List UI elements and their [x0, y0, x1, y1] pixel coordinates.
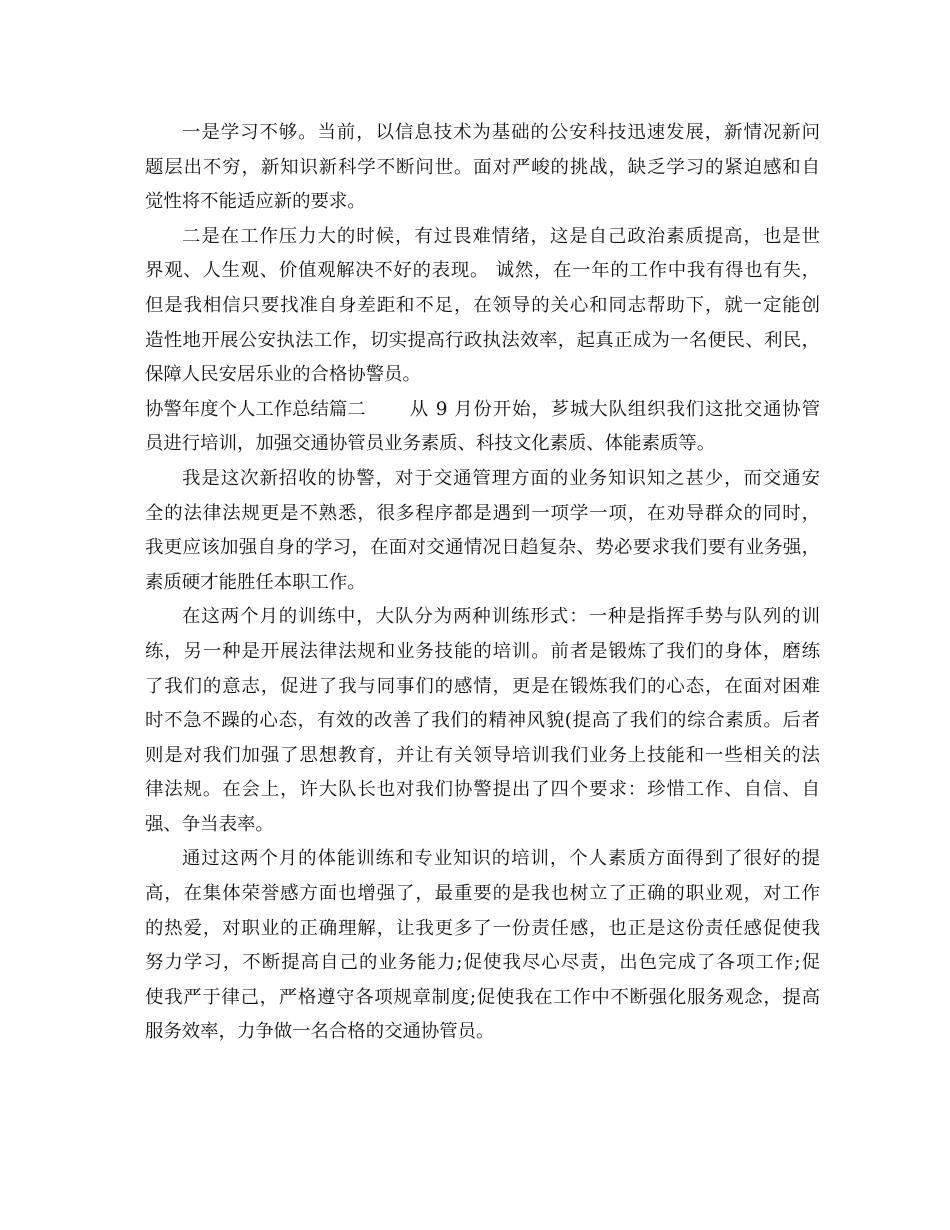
text-line: 练，另一种是开展法律法规和业务技能的培训。前者是锻炼了我们的身体，磨练: [145, 640, 820, 662]
paragraph-2: [145, 220, 820, 393]
paragraph-3: [145, 393, 820, 462]
text-line: 觉性将不能适应新的要求。: [145, 191, 366, 213]
text-line: 素质硬才能胜任本职工作。: [145, 571, 366, 593]
text-line: 题层出不穷，新知识新科学不断问世。面对严峻的挑战，缺乏学习的紧迫感和自: [145, 156, 820, 178]
text-line: 则是对我们加强了思想教育，并让有关领导培训我们业务上技能和一些相关的法: [145, 744, 820, 766]
text-line: 全的法律法规更是不熟悉，很多程序都是遇到一项学一项，在劝导群众的同时，: [145, 502, 820, 524]
paragraph-4: [145, 462, 820, 600]
section-heading: 协警年度个人工作总结篇二: [145, 398, 366, 420]
text-line: 了我们的意志，促进了我与同事们的感情，更是在锻炼我们的心态，在面对困难: [145, 675, 820, 697]
text-line: 我是这次新招收的协警，对于交通管理方面的业务知识知之甚少，而交通安: [182, 467, 820, 489]
text-line: 一是学习不够。当前，以信息技术为基础的公安科技迅速发展，新情况新问: [182, 122, 820, 143]
paragraph-5: [145, 600, 820, 842]
text-line: 努力学习，不断提高自己的业务能力;促使我尽心尽责，出色完成了各项工作;促: [145, 952, 820, 974]
paragraph-6: [145, 842, 820, 1050]
text-line: 高，在集体荣誉感方面也增强了，最重要的是我也树立了正确的职业观，对工作: [145, 883, 820, 905]
text-line: 二是在工作压力大的时候，有过畏难情绪，这是自己政治素质提高，也是世: [182, 225, 820, 247]
text-line: 但是我相信只要找准自身差距和不足，在领导的关心和同志帮助下，就一定能创: [145, 294, 820, 316]
text-line: 使我严于律己，严格遵守各项规章制度;促使我在工作中不断强化服务观念，提高: [145, 986, 820, 1008]
text-line: 时不急不躁的心态，有效的改善了我们的精神风貌(提高了我们的综合素质。后者: [145, 710, 820, 732]
text-line: 律法规。在会上，许大队长也对我们协警提出了四个要求：珍惜工作、自信、自: [145, 779, 820, 801]
heading-line: [145, 393, 820, 428]
text-line: 造性地开展公安执法工作，切实提高行政执法效率，起真正成为一名便民、利民，: [145, 329, 820, 351]
text-line: 强、争当表率。: [145, 813, 274, 835]
text-line: 在这两个月的训练中，大队分为两种训练形式：一种是指挥手势与队列的训: [182, 606, 820, 628]
paragraph-1: [145, 116, 820, 220]
text-line: 员进行培训，加强交通协管员业务素质、科技文化素质、体能素质等。: [145, 433, 716, 455]
text-line: 保障人民安居乐业的合格协警员。: [145, 364, 421, 386]
text-line: 通过这两个月的体能训练和专业知识的培训，个人素质方面得到了很好的提: [182, 848, 820, 870]
text-line: 的热爱，对职业的正确理解，让我更多了一份责任感，也正是这份责任感促使我: [145, 917, 820, 939]
text-line: 我更应该加强自身的学习，在面对交通情况日趋复杂、势必要求我们要有业务强，: [145, 537, 820, 559]
document-body: [145, 116, 820, 1050]
text-line: 界观、人生观、价值观解决不好的表现。 诚然，在一年的工作中我有得也有失，: [145, 260, 820, 282]
text-line: 服务效率，力争做一名合格的交通协管员。: [145, 1021, 495, 1043]
text-line: 从 9 月份开始，芗城大队组织我们这批交通协管: [409, 398, 820, 420]
